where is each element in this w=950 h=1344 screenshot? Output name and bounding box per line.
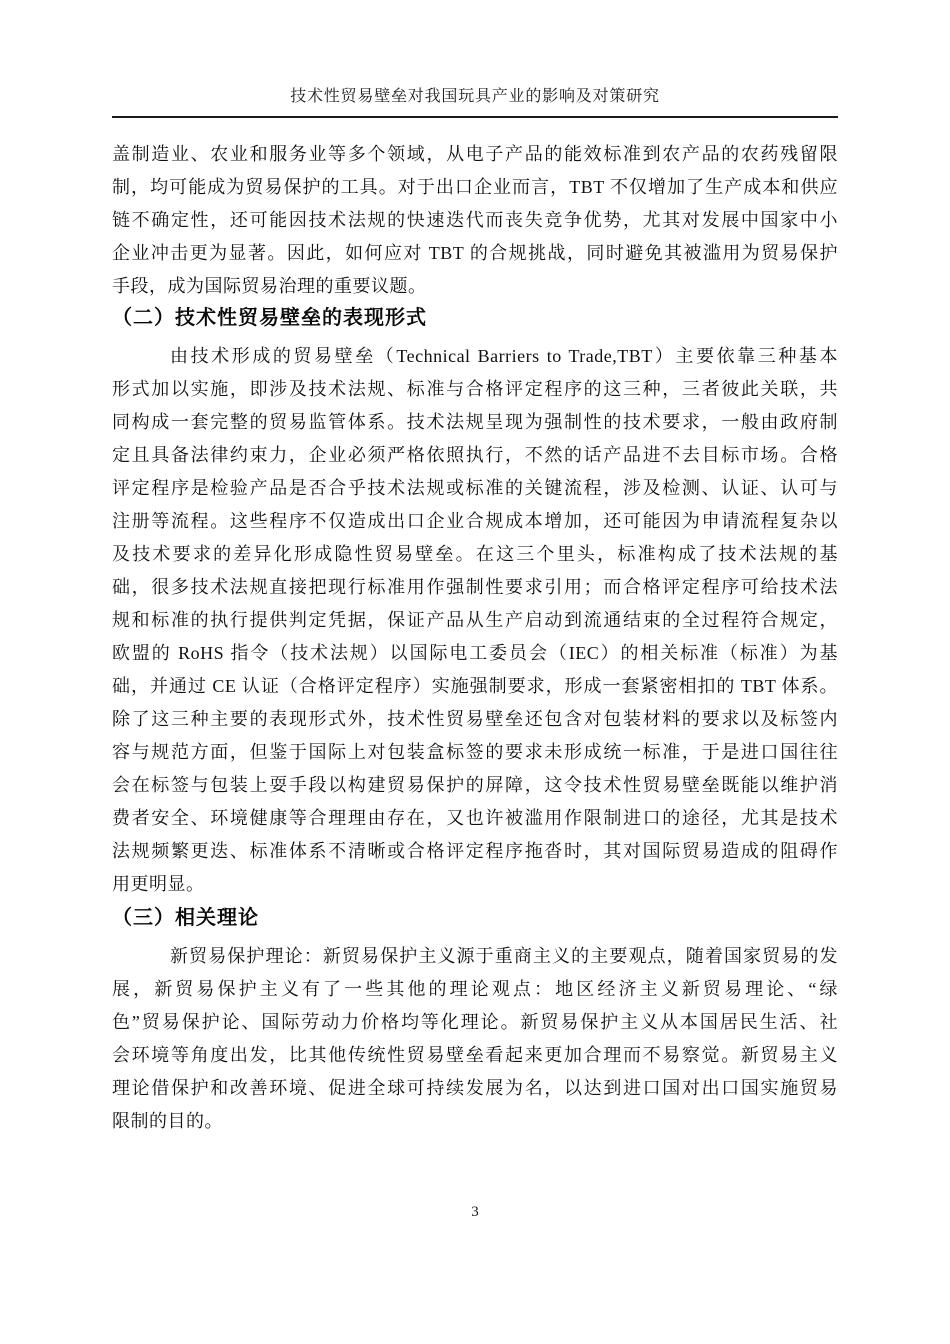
- paragraph-line: 欧盟的 RoHS 指令（技术法规）以国际电工委员会（IEC）的相关标准（标准）为基: [112, 643, 838, 663]
- paragraph-line: 理论借保护和改善环境、促进全球可持续发展为名，以达到进口国对出口国实施贸易: [112, 1078, 838, 1098]
- paragraph-line: 手段，成为国际贸易治理的重要议题。: [112, 276, 427, 296]
- paragraph-tbt-forms: [112, 340, 838, 901]
- paragraph-line: 除了这三种主要的表现形式外，技术性贸易壁垒还包含对包装材料的要求以及标签内: [112, 709, 838, 729]
- paragraph-line: 会在标签与包装上耍手段以构建贸易保护的屏障，这令技术性贸易壁垒既能以维护消: [112, 775, 838, 795]
- paragraph-line: 注册等流程。这些程序不仅造成出口企业合规成本增加，还可能因为申请流程复杂以: [112, 511, 838, 531]
- paragraph-line: 及技术要求的差异化形成隐性贸易壁垒。在这三个里头，标准构成了技术法规的基: [112, 544, 838, 564]
- page-header: [112, 85, 838, 118]
- paragraph-line: 限制的目的。: [112, 1111, 223, 1131]
- section-heading-3: （三）相关理论: [112, 907, 259, 929]
- paragraph-line: 由技术形成的贸易壁垒（Technical Barriers to Trade,TBT）主要依靠三种基本: [170, 346, 838, 366]
- paragraph-line: 会环境等角度出发，比其他传统性贸易壁垒看起来更加合理而不易察觉。新贸易主义: [112, 1045, 838, 1065]
- paragraph-line: 展，新贸易保护主义有了一些其他的理论观点：地区经济主义新贸易理论、“绿: [112, 979, 838, 999]
- paragraph-line: 盖制造业、农业和服务业等多个领域，从电子产品的能效标准到农产品的农药残留限: [112, 144, 838, 164]
- paragraph-line: 同构成一套完整的贸易监管体系。技术法规呈现为强制性的技术要求，一般由政府制: [112, 412, 838, 432]
- paragraph-line: 法规频繁更迭、标准体系不清晰或合格评定程序拖沓时，其对国际贸易造成的阻碍作: [112, 841, 838, 861]
- paragraph-line: 费者安全、环境健康等合理理由存在，又也许被滥用作限制进口的途径，尤其是技术: [112, 808, 838, 828]
- paragraph-line: 链不确定性，还可能因技术法规的快速迭代而丧失竞争优势，尤其对发展中国家中小: [112, 210, 838, 230]
- paragraph-line: 容与规范方面，但鉴于国际上对包装盒标签的要求未形成统一标准，于是进口国往往: [112, 742, 838, 762]
- page-number: 3: [471, 1204, 479, 1220]
- section-heading-2: （二）技术性贸易壁垒的表现形式: [112, 307, 427, 329]
- paragraph-line: 规和标准的执行提供判定凭据，保证产品从生产启动到流通结束的全过程符合规定，: [112, 610, 838, 630]
- paragraph-line: 定且具备法律约束力，企业必须严格依照执行，不然的话产品进不去目标市场。合格: [112, 445, 838, 465]
- paragraph-line: 础，并通过 CE 认证（合格评定程序）实施强制要求，形成一套紧密相扣的 TBT 体系。: [112, 676, 838, 696]
- paragraph-related-theory: [112, 940, 838, 1138]
- paragraph-line: 企业冲击更为显著。因此，如何应对 TBT 的合规挑战，同时避免其被滥用为贸易保护: [112, 243, 838, 263]
- paragraph-line: 础，很多技术法规直接把现行标准用作强制性要求引用；而合格评定程序可给技术法: [112, 577, 838, 597]
- paragraph-line: 用更明显。: [112, 874, 205, 894]
- page-body: [112, 138, 838, 1138]
- paragraph-line: 形式加以实施，即涉及技术法规、标准与合格评定程序的这三种，三者彼此关联，共: [112, 379, 838, 399]
- paragraph-line: 新贸易保护理论：新贸易保护主义源于重商主义的主要观点，随着国家贸易的发: [170, 946, 838, 966]
- header-title: 技术性贸易壁垒对我国玩具产业的影响及对策研究: [290, 88, 660, 105]
- paragraph-continuation: [112, 138, 838, 303]
- paragraph-line: 制，均可能成为贸易保护的工具。对于出口企业而言，TBT 不仅增加了生产成本和供应: [112, 177, 838, 197]
- paragraph-line: 色”贸易保护论、国际劳动力价格均等化理论。新贸易保护主义从本国居民生活、社: [112, 1012, 838, 1032]
- paragraph-line: 评定程序是检验产品是否合乎技术法规或标准的关键流程，涉及检测、认证、认可与: [112, 478, 838, 498]
